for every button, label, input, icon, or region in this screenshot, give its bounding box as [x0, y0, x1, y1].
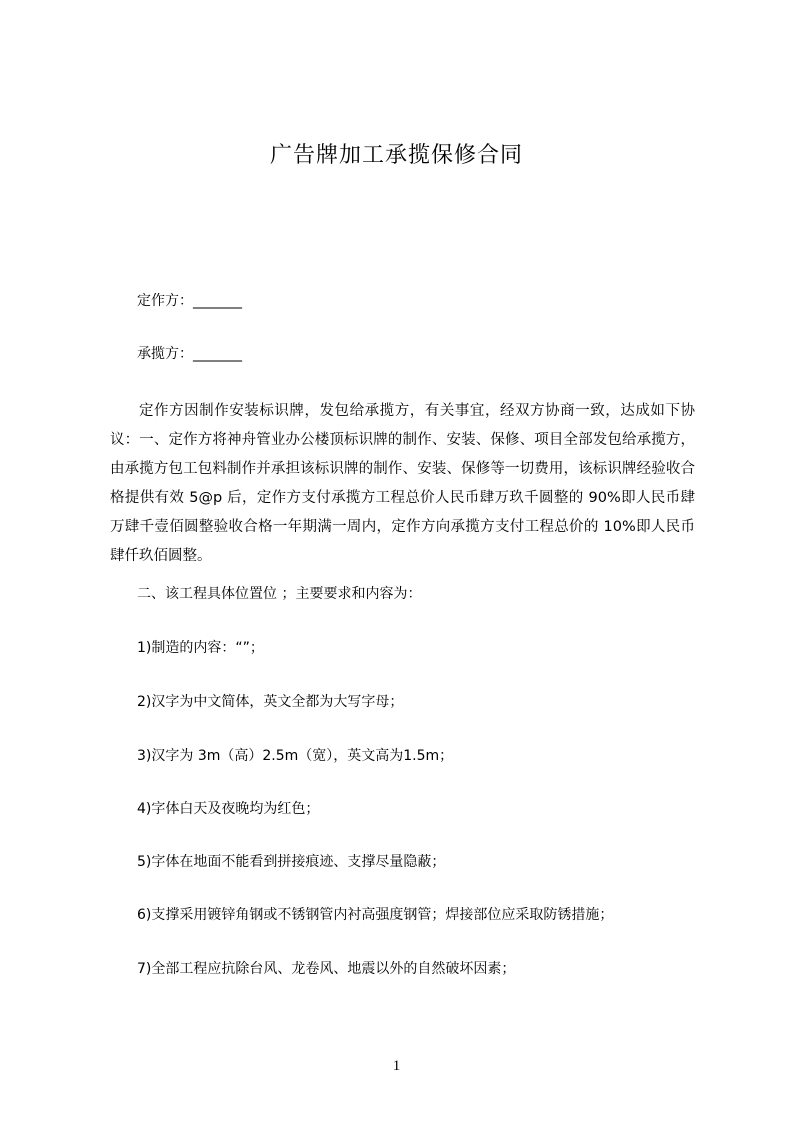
page-number: 1 — [392, 1058, 401, 1074]
list-item: 3)汉字为 3m（高）2.5m（宽），英文高为1.5m； — [137, 748, 454, 764]
section-two-heading: 二、该工程具体位置位 ；主要要求和内容为： — [137, 586, 422, 602]
document-title: 广告牌加工承揽保修合同 — [269, 143, 523, 168]
list-item: 4)字体白天及夜晚均为红色； — [137, 801, 320, 817]
intro-paragraph: 定作方因制作安装标识牌，发包给承揽方，有关事宜，经双方协商一致，达成如下协议：一、定作方将神舟管业办公楼顶标识牌的制作、安装、保修、项目全部发包给承揽方，由承揽方包工包料制作并承担该标识牌的制作、安装、保修等一切费用，该标识牌经验收合格提供有效 5@p 后，定作方支付承揽方工程总价人民币肆万玖千圆整的 90%即人民币肆万肆千壹佰圆整验收合格一年期满一周内，定作方向承揽方支付工程总价的 10%即人民币肆仟玖佰圆整。 — [110, 403, 695, 564]
list-item: 2)汉字为中文简体，英文全都为大写字母； — [137, 694, 404, 710]
list-item: 1)制造的内容：“”； — [137, 640, 264, 656]
contractor-line: 承揽方：_______ — [137, 346, 242, 362]
list-item: 7)全部工程应抗除台风、龙卷风、地震以外的自然破坏因素； — [137, 961, 516, 977]
list-item: 5)字体在地面不能看到拼接痕迹、支撑尽量隐蔽； — [137, 854, 446, 870]
list-item: 6)支撑采用镀锌角钢或不锈钢管内衬高强度钢管；焊接部位应采取防锈措施； — [137, 907, 614, 923]
orderer-line: 定作方：_______ — [137, 293, 242, 309]
